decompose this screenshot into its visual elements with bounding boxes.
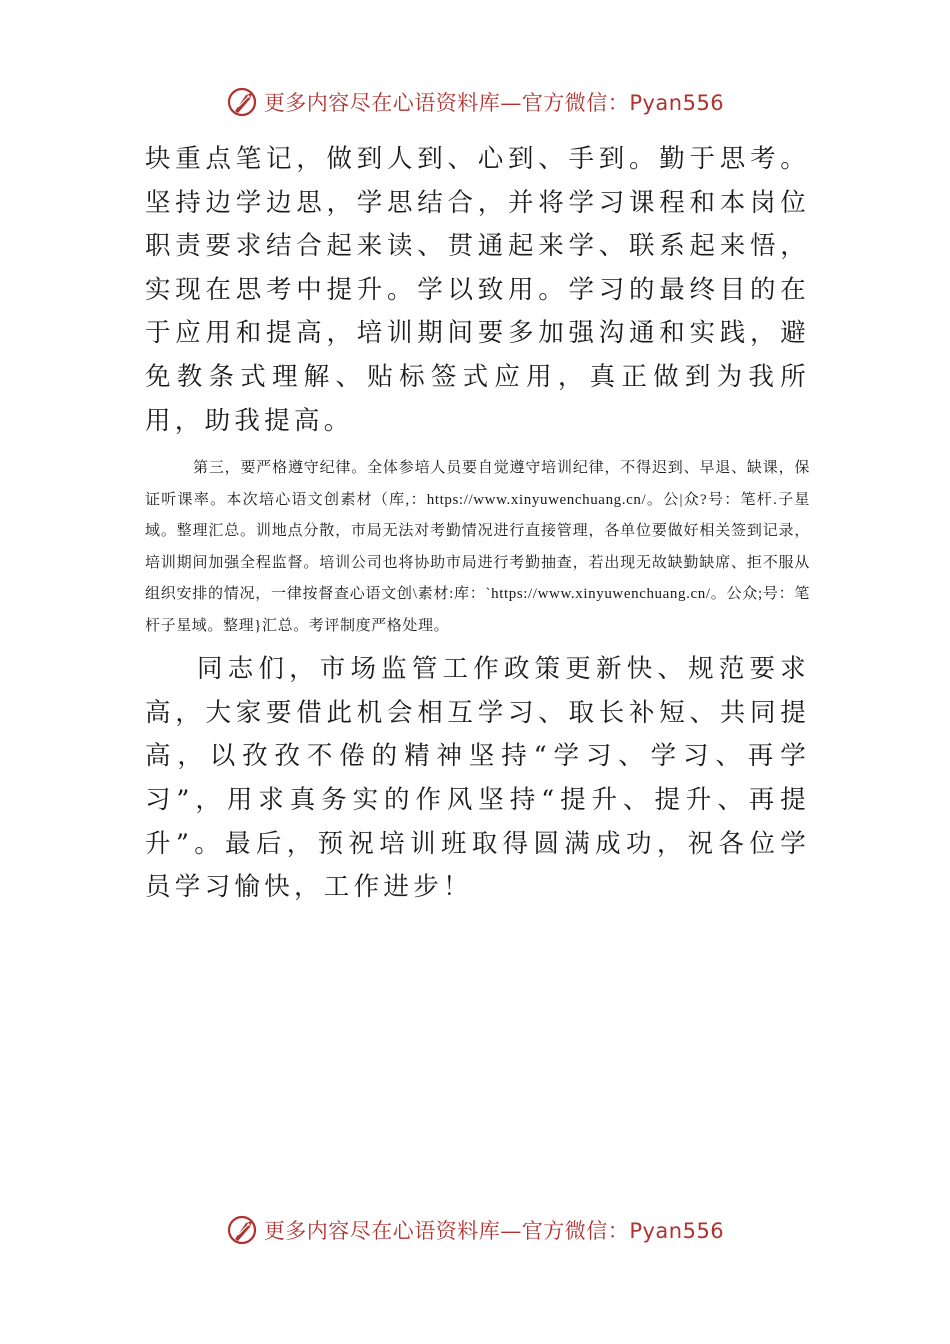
watermark-text: 更多内容尽在心语资料库—官方微信：Pyan556: [263, 1219, 725, 1243]
watermark-text: 更多内容尽在心语资料库—官方微信：Pyan556: [263, 91, 725, 115]
document-body: [145, 138, 810, 910]
footer-watermark: [0, 1210, 950, 1250]
pen-nib-logo-icon: [226, 1213, 260, 1247]
paragraph-study-method: 块重点笔记，做到人到、心到、手到。勤于思考。坚持边学边思，学思结合，并将学习课程和本岗位职责要求结合起来读、贯通起来学、联系起来悟，实现在思考中提升。学以致用。学习的最终目的在于应用和提高，培训期间要多加强沟通和实践，避免教条式理解、贴标签式应用，真正做到为我所用，助我提高。: [145, 144, 810, 436]
header-watermark: [0, 82, 950, 122]
paragraph-discipline: 第三，要严格遵守纪律。全体参培人员要自觉遵守培训纪律，不得迟到、早退、缺课，保证听课率。本次培心语文创素材（库,：https://www.xinyuwenchuang.cn/。公|众?号：笔杆.子星域。整理汇总。训地点分散，市局无法对考勤情况进行直接管理，各单位要做好相关签到记录，培训期间加强全程监督。培训公司也将协助市局进行考勤抽查，若出现无故缺勤缺席、拒不服从组织安排的情况，一律按督查心语文创\素材:库：`https://www.xinyuwenchuang.cn/。公众;号：笔杆子星域。整理}汇总。考评制度严格处理。: [145, 460, 810, 634]
pen-nib-logo-icon: [226, 85, 260, 119]
paragraph-closing: 同志们，市场监管工作政策更新快、规范要求高，大家要借此机会相互学习、取长补短、共同提高，以孜孜不倦的精神坚持“学习、学习、再学习”，用求真务实的作风坚持“提升、提升、再提升”。最后，预祝培训班取得圆满成功，祝各位学员学习愉快，工作进步！: [145, 654, 810, 903]
